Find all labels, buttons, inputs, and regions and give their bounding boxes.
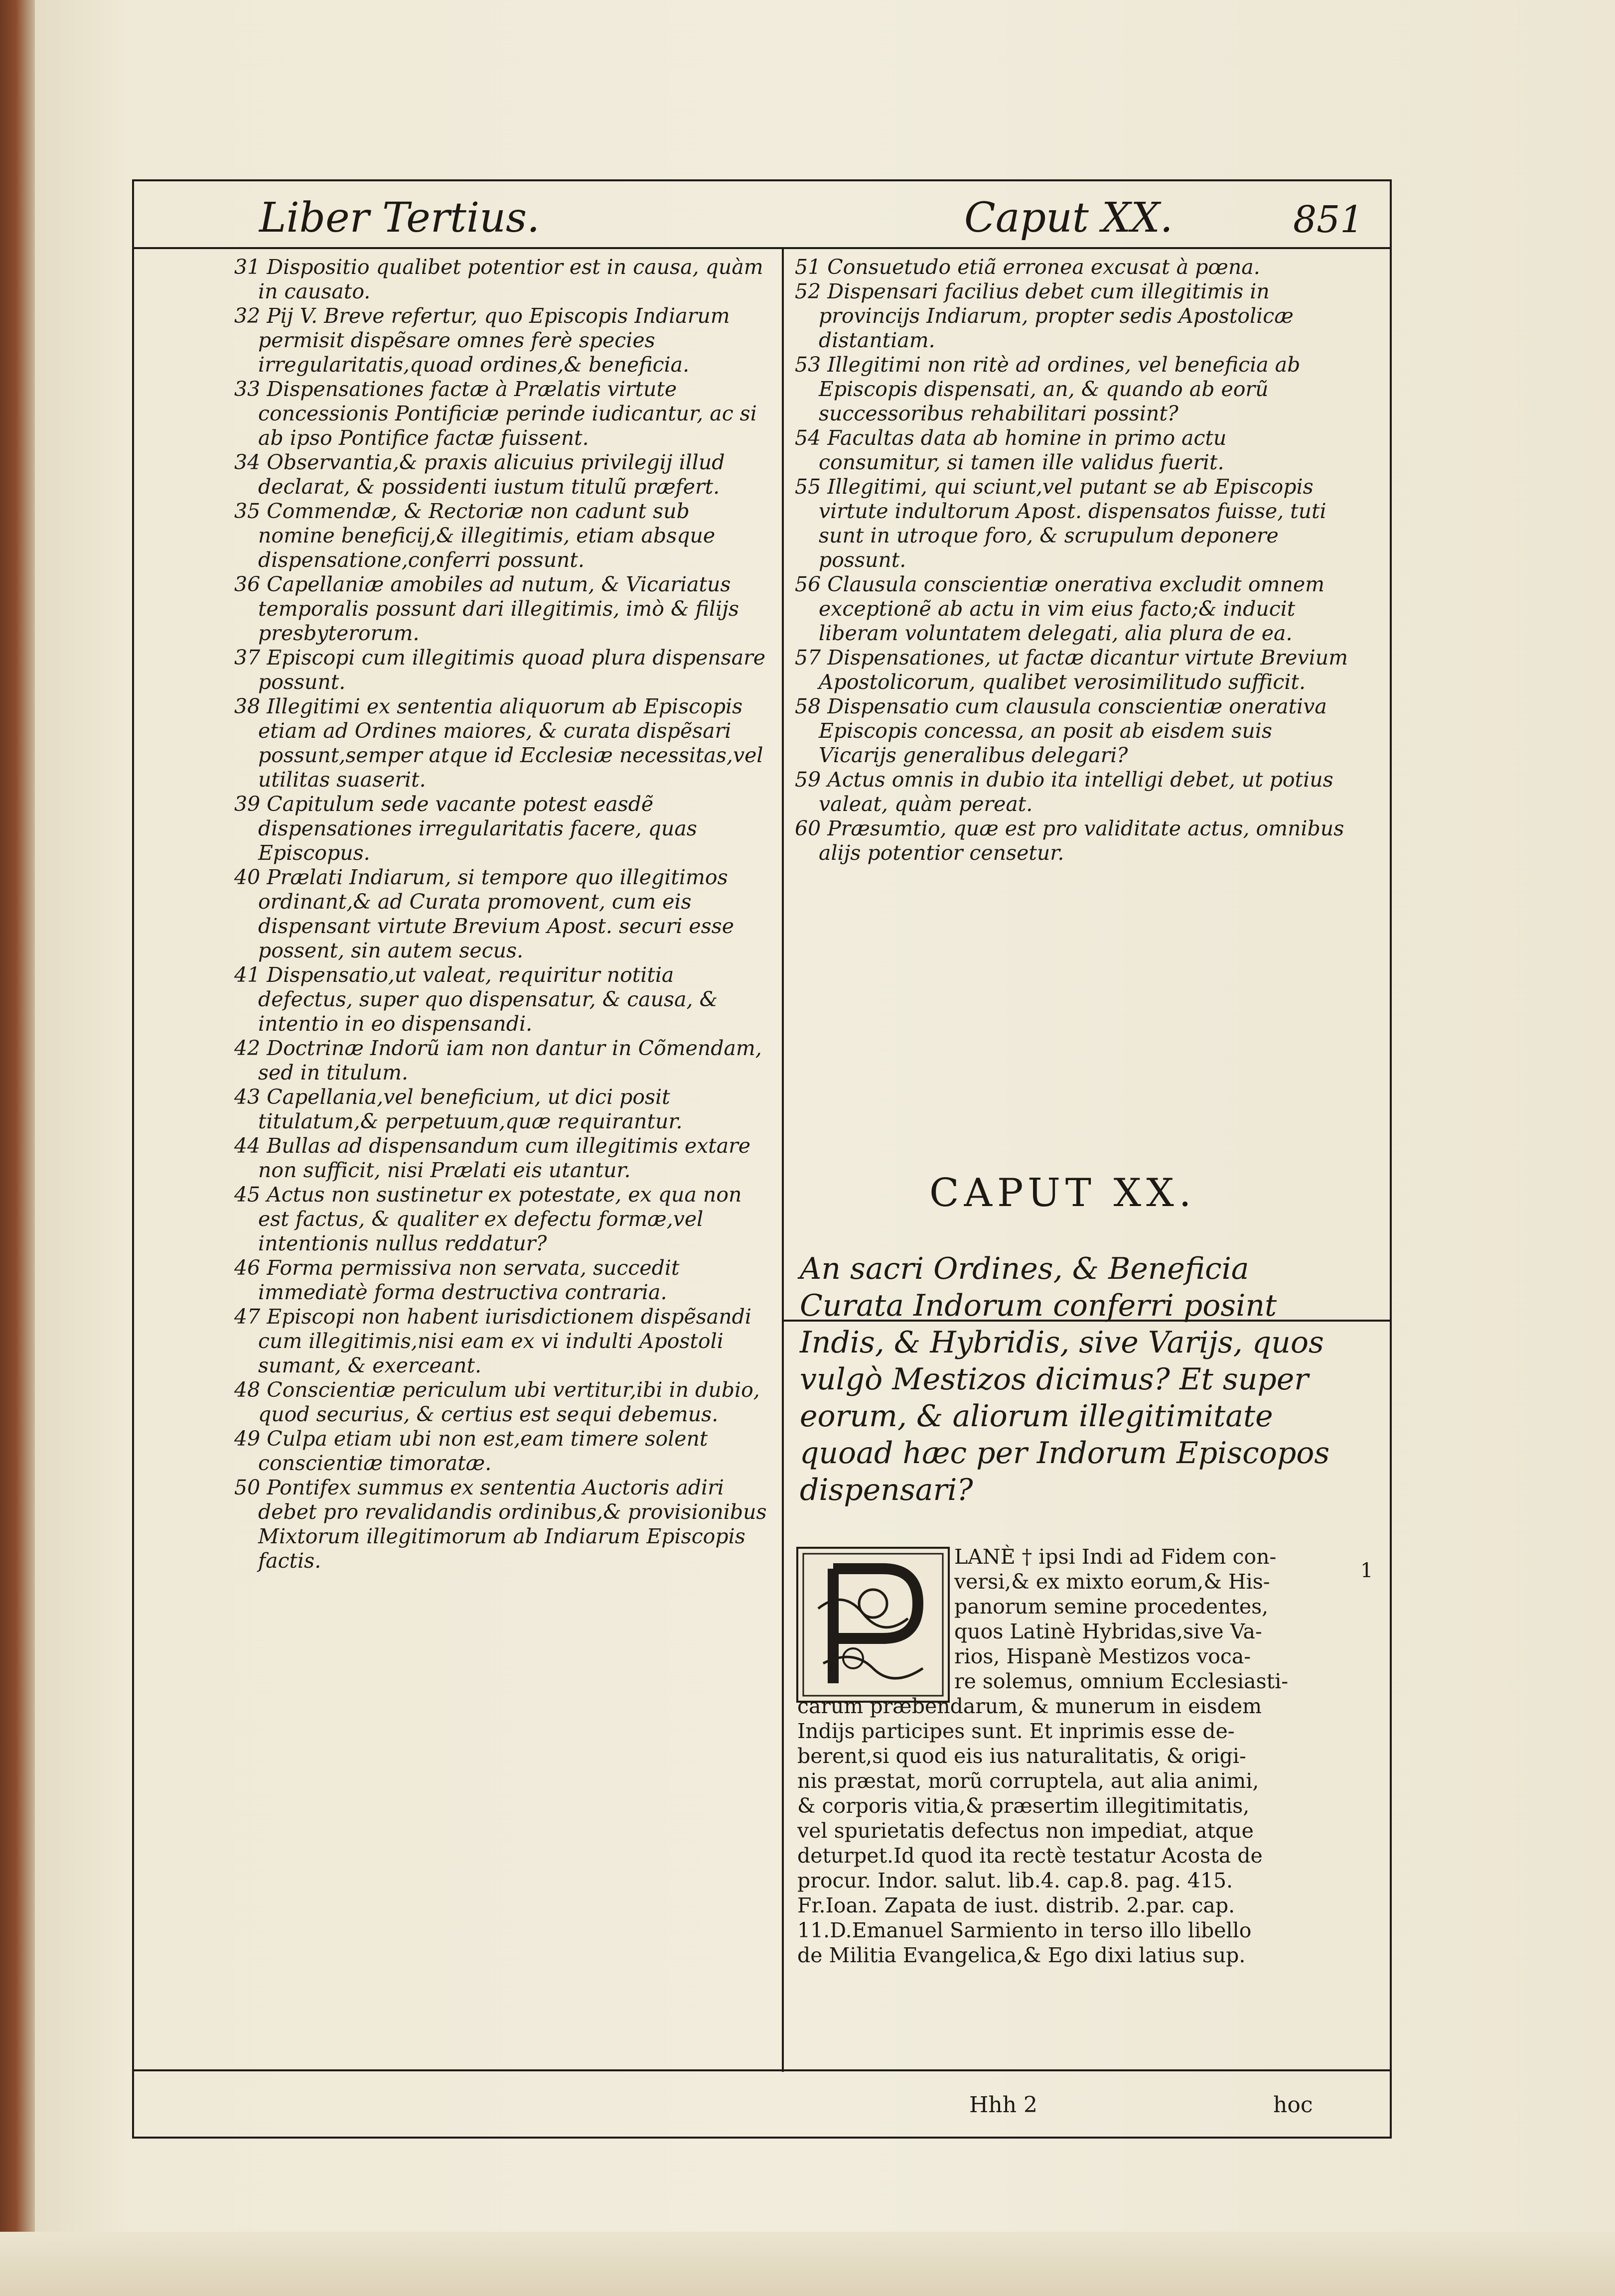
index-entry: 53 Illegitimi non ritè ad ordines, vel beneficia ab Episcopis dispensati, an, & quando ab eorũ successoribus rehabilitari possint? [795,353,1301,425]
column-divider [782,249,784,2072]
index-entry: 51 Consuetudo etiã erronea excusat à pœna. [795,255,1260,279]
catchword: hoc [1273,2092,1313,2118]
running-head-right: Caput XX. [964,194,1173,242]
index-entry: 35 Commendæ, & Rectoriæ non cadunt sub nomine beneficij,& illegitimis, etiam absque dispensatione,conferri possunt. [234,499,716,572]
body-line: quos Latinè Hybridas,sive Va- [954,1620,1262,1643]
body-line: vel spurietatis defectus non impediat, atque [797,1819,1254,1843]
index-entry: 43 Capellania,vel beneficium, ut dici posit titulatum,& perpetuum,quæ requirantur. [234,1085,683,1133]
index-entry: 46 Forma permissiva non servata, succedit immediatè forma destructiva contraria. [234,1256,680,1304]
index-entry: 36 Capellaniæ amobiles ad nutum, & Vicariatus temporalis possunt dari illegitimis, imò & filijs presbyterorum. [234,572,739,645]
index-entry: 31 Dispositio qualibet potentior est in causa, quàm in causato. [234,255,763,303]
index-entry: 34 Observantia,& praxis alicuius privilegij illud declarat, & possidenti iustum titulũ præfert. [234,450,725,499]
marginal-note-number: 1 [1360,1559,1373,1582]
chapter-summary: An sacri Ordines, & Beneficia Curata Indorum conferri posint Indis, & Hybridis, sive Varijs, quos vulgò Mestizos dicimus? Et super eorum, & aliorum illegitimitate quoad hæc per Indorum Episcopos dispensari? [800,1251,1330,1507]
signature-mark: Hhh 2 [969,2092,1038,2118]
body-line: 11.D.Emanuel Sarmiento in terso illo libello [797,1918,1252,1942]
body-line: procur. Indor. salut. lib.4. cap.8. pag. 415. [797,1869,1233,1892]
index-entry: 59 Actus omnis in dubio ita intelligi debet, ut potius valeat, quàm pereat. [795,768,1333,816]
index-column-right [795,255,1353,865]
index-entry: 56 Clausula conscientiæ onerativa excludit omnem exceptionẽ ab actu in vim eius facto;& inducit liberam voluntatem delegati, alia plura de ea. [795,572,1325,645]
index-column-left [234,255,772,1573]
body-line: versi,& ex mixto eorum,& His- [954,1570,1270,1594]
chapter-title: CAPUT XX. [929,1171,1196,1216]
index-entry: 32 Pij V. Breve refertur, quo Episcopis Indiarum permisit dispẽsare omnes ferè species irregularitatis,quoad ordines,& beneficia. [234,304,730,377]
index-entry: 41 Dispensatio,ut valeat, requiritur notitia defectus, super quo dispensatur, & causa, & intentio in eo dispensandi. [234,963,718,1036]
index-entry: 42 Doctrinæ Indorũ iam non dantur in Cõmendam, sed in titulum. [234,1036,762,1084]
index-entry: 57 Dispensationes, ut factæ dicantur virtute Brevium Apostolicorum, qualibet verosimilitudo sufficit. [795,646,1348,694]
index-entry: 49 Culpa etiam ubi non est,eam timere solent conscientiæ timoratæ. [234,1427,708,1475]
index-entry: 33 Dispensationes factæ à Prælatis virtute concessionis Pontificiæ perinde iudicantur, ac si ab ipso Pontifice factæ fuissent. [234,377,757,450]
chapter-body [797,1544,1350,1968]
body-line: LANÈ † ipsi Indi ad Fidem con- [954,1545,1277,1569]
body-line: rios, Hispanè Mestizos voca- [954,1644,1251,1668]
index-entry: 54 Facultas data ab homine in primo actu consumitur, si tamen ille validus fuerit. [795,426,1227,474]
index-entry: 52 Dispensari facilius debet cum illegitimis in provincijs Indiarum, propter sedis Apostolicæ distantiam. [795,279,1294,352]
body-line: Fr.Ioan. Zapata de iust. distrib. 2.par. cap. [797,1893,1235,1917]
book-spine-edge [0,0,35,2296]
body-line: nis præstat, morũ corruptela, aut alia animi, [797,1769,1259,1793]
index-entry: 48 Conscientiæ periculum ubi vertitur,ibi in dubio, quod securius, & certius est sequi debemus. [234,1378,760,1426]
index-entry: 44 Bullas ad dispensandum cum illegitimis extare non sufficit, nisi Prælati eis utantur. [234,1134,751,1182]
header-rule [134,247,1390,249]
index-entry: 37 Episcopi cum illegitimis quoad plura dispensare possunt. [234,646,766,694]
body-line: Indijs participes sunt. Et inprimis esse de- [797,1719,1235,1743]
index-entry: 50 Pontifex summus ex sententia Auctoris adiri debet pro revalidandis ordinibus,& provisionibus Mixtorum illegitimorum ab Indiarum Episcopis factis. [234,1476,767,1573]
index-entry: 47 Episcopi non habent iurisdictionem dispẽsandi cum illegitimis,nisi eam ex vi indulti Apostoli sumant, & exerceant. [234,1305,751,1377]
body-line: carum præbendarum, & munerum in eisdem [797,1694,1262,1718]
index-entry: 55 Illegitimi, qui sciunt,vel putant se ab Episcopis virtute indultorum Apost. dispensatos fuisse, tuti sunt in utroque foro, & scrupulum deponere possunt. [795,475,1326,572]
index-entry: 60 Præsumtio, quæ est pro validitate actus, omnibus alijs potentior censetur. [795,816,1344,865]
index-entry: 38 Illegitimi ex sententia aliquorum ab Episcopis etiam ad Ordines maiores, & curata dispẽsari possunt,semper atque id Ecclesiæ necessitas,vel utilitas suaserit. [234,694,763,792]
index-entry: 58 Dispensatio cum clausula conscientiæ onerativa Episcopis concessa, an posit ab eisdem suis Vicarijs generalibus delegari? [795,694,1327,767]
running-head-left: Liber Tertius. [259,194,540,242]
body-line: de Militia Evangelica,& Ego dixi latius sup. [797,1943,1246,1967]
body-line: panorum semine procedentes, [954,1595,1269,1619]
body-line: deturpet.Id quod ita rectè testatur Acosta de [797,1844,1263,1868]
index-entry: 45 Actus non sustinetur ex potestate, ex qua non est factus, & qualiter ex defectu formæ,vel intentionis nullus reddatur? [234,1183,742,1255]
page-number: 851 [1293,198,1364,241]
index-entry: 39 Capitulum sede vacante potest easdẽ dispensationes irregularitatis facere, quas Episcopus. [234,792,697,865]
page-bottom-margin [0,2232,1615,2296]
body-line: & corporis vitia,& præsertim illegitimitatis, [797,1794,1250,1818]
index-entry: 40 Prælati Indiarum, si tempore quo illegitimos ordinant,& ad Curata promovent, cum eis dispensant virtute Brevium Apost. securi esse possent, sin autem secus. [234,865,734,962]
body-line: re solemus, omnium Ecclesiasti- [954,1669,1289,1693]
footer-rule [134,2069,1390,2071]
body-line: berent,si quod eis ius naturalitatis, & origi- [797,1744,1246,1768]
